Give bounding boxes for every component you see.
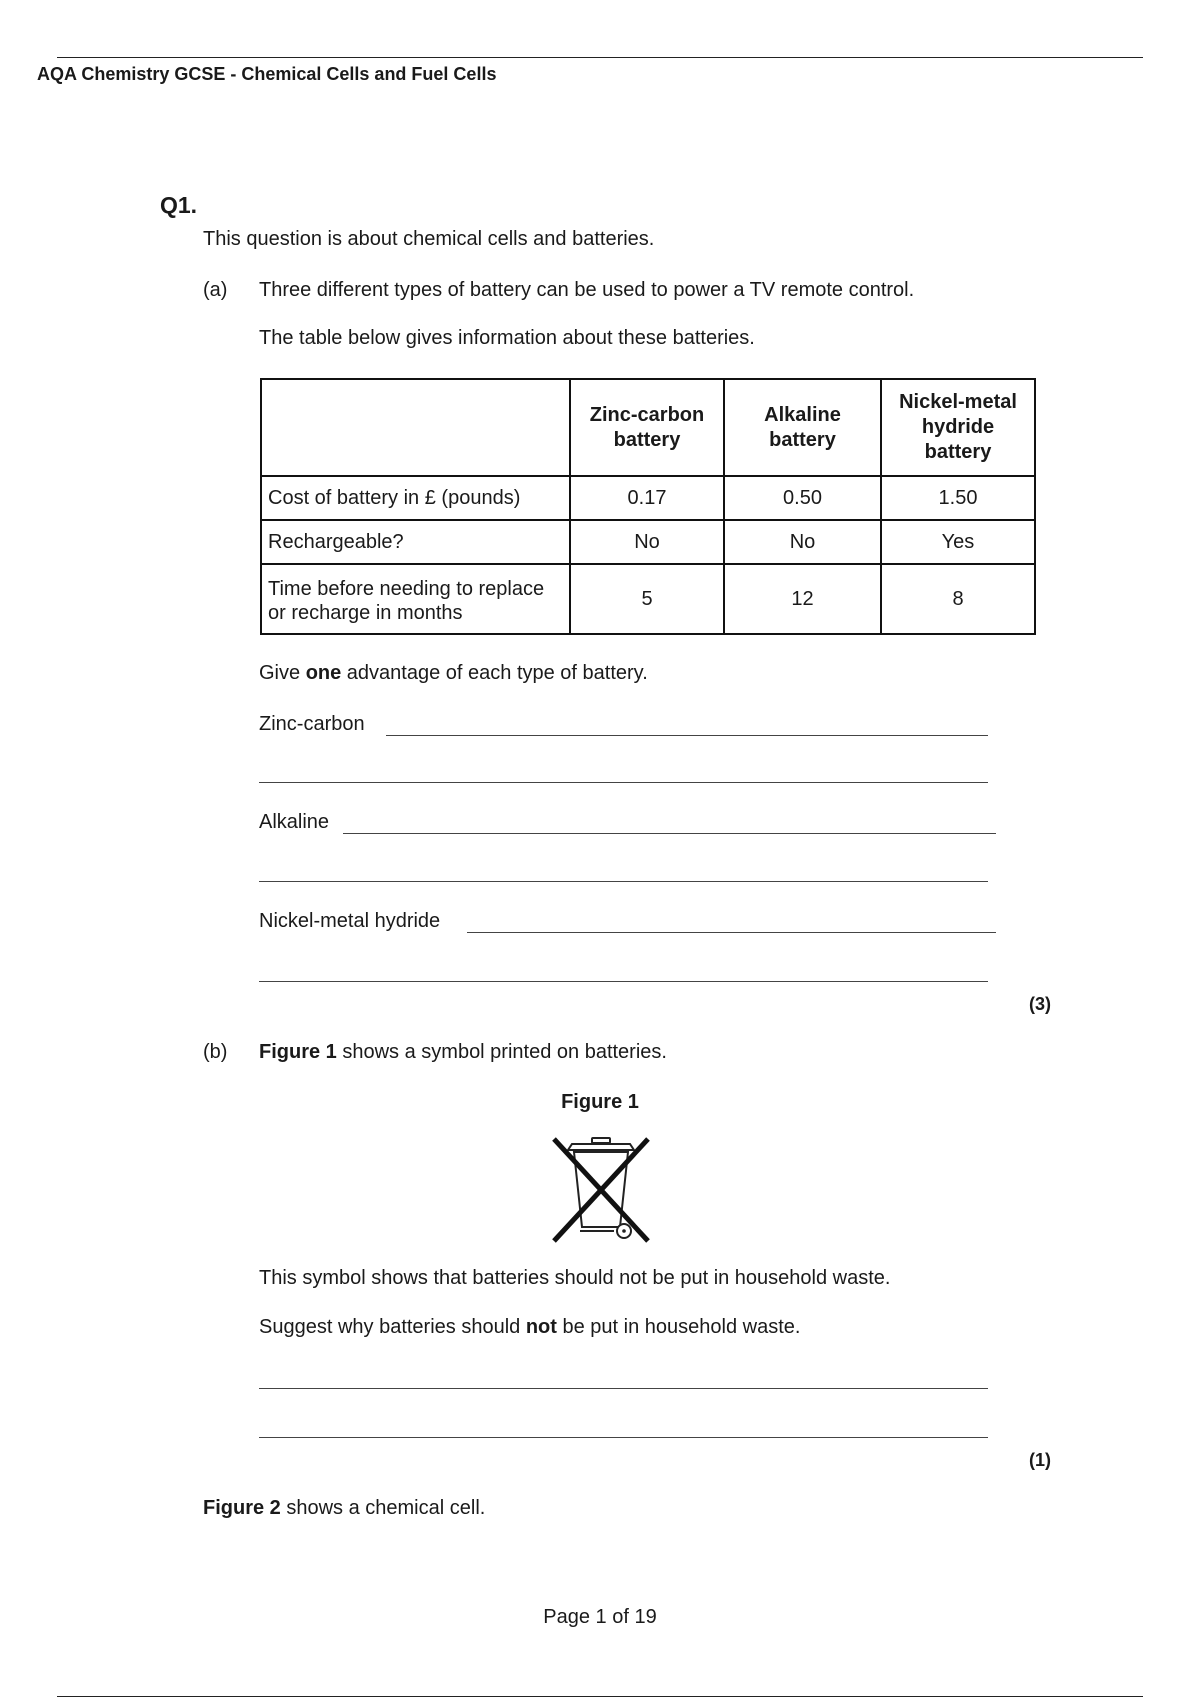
table-cell: 0.17 bbox=[570, 476, 724, 520]
crossed-out-wheelie-bin-icon bbox=[548, 1133, 654, 1245]
document-title: AQA Chemistry GCSE - Chemical Cells and Fuel Cells bbox=[37, 64, 497, 84]
answer-line[interactable] bbox=[259, 881, 988, 882]
part-a-text: Three different types of battery can be used to power a TV remote control. bbox=[259, 279, 915, 301]
table-cell: Yes bbox=[881, 520, 1035, 564]
answer-line[interactable] bbox=[343, 833, 996, 834]
table-cell: No bbox=[570, 520, 724, 564]
table-cell: Rechargeable? bbox=[261, 520, 570, 564]
table-cell: No bbox=[724, 520, 881, 564]
part-b-sentence: shows a symbol printed on batteries. bbox=[336, 1041, 667, 1063]
prompt-text: Give bbox=[259, 662, 306, 684]
question-intro: This question is about chemical cells and batteries. bbox=[203, 228, 655, 250]
table-intro: The table below gives information about these batteries. bbox=[259, 327, 755, 349]
prompt-emphasis: one bbox=[305, 662, 342, 684]
marks-part-a: (3) bbox=[1029, 994, 1051, 1014]
part-b-prompt bbox=[259, 1316, 800, 1339]
prompt-text: Suggest why batteries should bbox=[259, 1316, 526, 1338]
figure-reference: Figure 1 bbox=[259, 1041, 337, 1063]
table-header-blank bbox=[261, 379, 570, 476]
battery-table bbox=[260, 378, 1036, 635]
figure-2-intro bbox=[203, 1497, 485, 1520]
table-header-alkaline: Alkaline battery bbox=[724, 379, 881, 476]
question-number: Q1. bbox=[160, 192, 198, 218]
table-row bbox=[261, 564, 1035, 634]
table-row bbox=[261, 476, 1035, 520]
figure-1-title: Figure 1 bbox=[561, 1091, 639, 1113]
page-number: Page 1 of 19 bbox=[543, 1606, 657, 1628]
part-b-label: (b) bbox=[203, 1041, 228, 1063]
part-a-label: (a) bbox=[203, 279, 228, 301]
answer-label-alkaline: Alkaline bbox=[259, 811, 330, 833]
advantage-prompt bbox=[259, 662, 648, 685]
figure-reference: Figure 2 bbox=[203, 1497, 281, 1519]
answer-line[interactable] bbox=[259, 981, 988, 982]
table-header-row bbox=[261, 379, 1035, 476]
prompt-text: be put in household waste. bbox=[556, 1316, 801, 1338]
table-cell: Cost of battery in £ (pounds) bbox=[261, 476, 570, 520]
table-cell: Time before needing to replace or recharge in months bbox=[261, 564, 570, 634]
table-header-nimh: Nickel-metal hydride battery bbox=[881, 379, 1035, 476]
footer-rule bbox=[57, 1696, 1143, 1697]
table-header-zinc-carbon: Zinc-carbon battery bbox=[570, 379, 724, 476]
figure-2-sentence: shows a chemical cell. bbox=[280, 1497, 486, 1519]
answer-line[interactable] bbox=[386, 735, 988, 736]
table-cell: 5 bbox=[570, 564, 724, 634]
answer-label-nimh: Nickel-metal hydride bbox=[259, 910, 441, 932]
table-cell: 8 bbox=[881, 564, 1035, 634]
header-rule bbox=[57, 57, 1143, 58]
prompt-emphasis: not bbox=[525, 1316, 557, 1338]
prompt-text: advantage of each type of battery. bbox=[341, 662, 648, 684]
symbol-statement: This symbol shows that batteries should not be put in household waste. bbox=[259, 1267, 891, 1289]
answer-line[interactable] bbox=[467, 932, 996, 933]
table-row bbox=[261, 520, 1035, 564]
answer-line[interactable] bbox=[259, 1437, 988, 1438]
marks-part-b: (1) bbox=[1029, 1450, 1051, 1470]
table-cell: 1.50 bbox=[881, 476, 1035, 520]
table-cell: 0.50 bbox=[724, 476, 881, 520]
part-b-text bbox=[259, 1041, 667, 1064]
table-cell: 12 bbox=[724, 564, 881, 634]
answer-line[interactable] bbox=[259, 782, 988, 783]
answer-line[interactable] bbox=[259, 1388, 988, 1389]
answer-label-zinc-carbon: Zinc-carbon bbox=[259, 713, 365, 735]
